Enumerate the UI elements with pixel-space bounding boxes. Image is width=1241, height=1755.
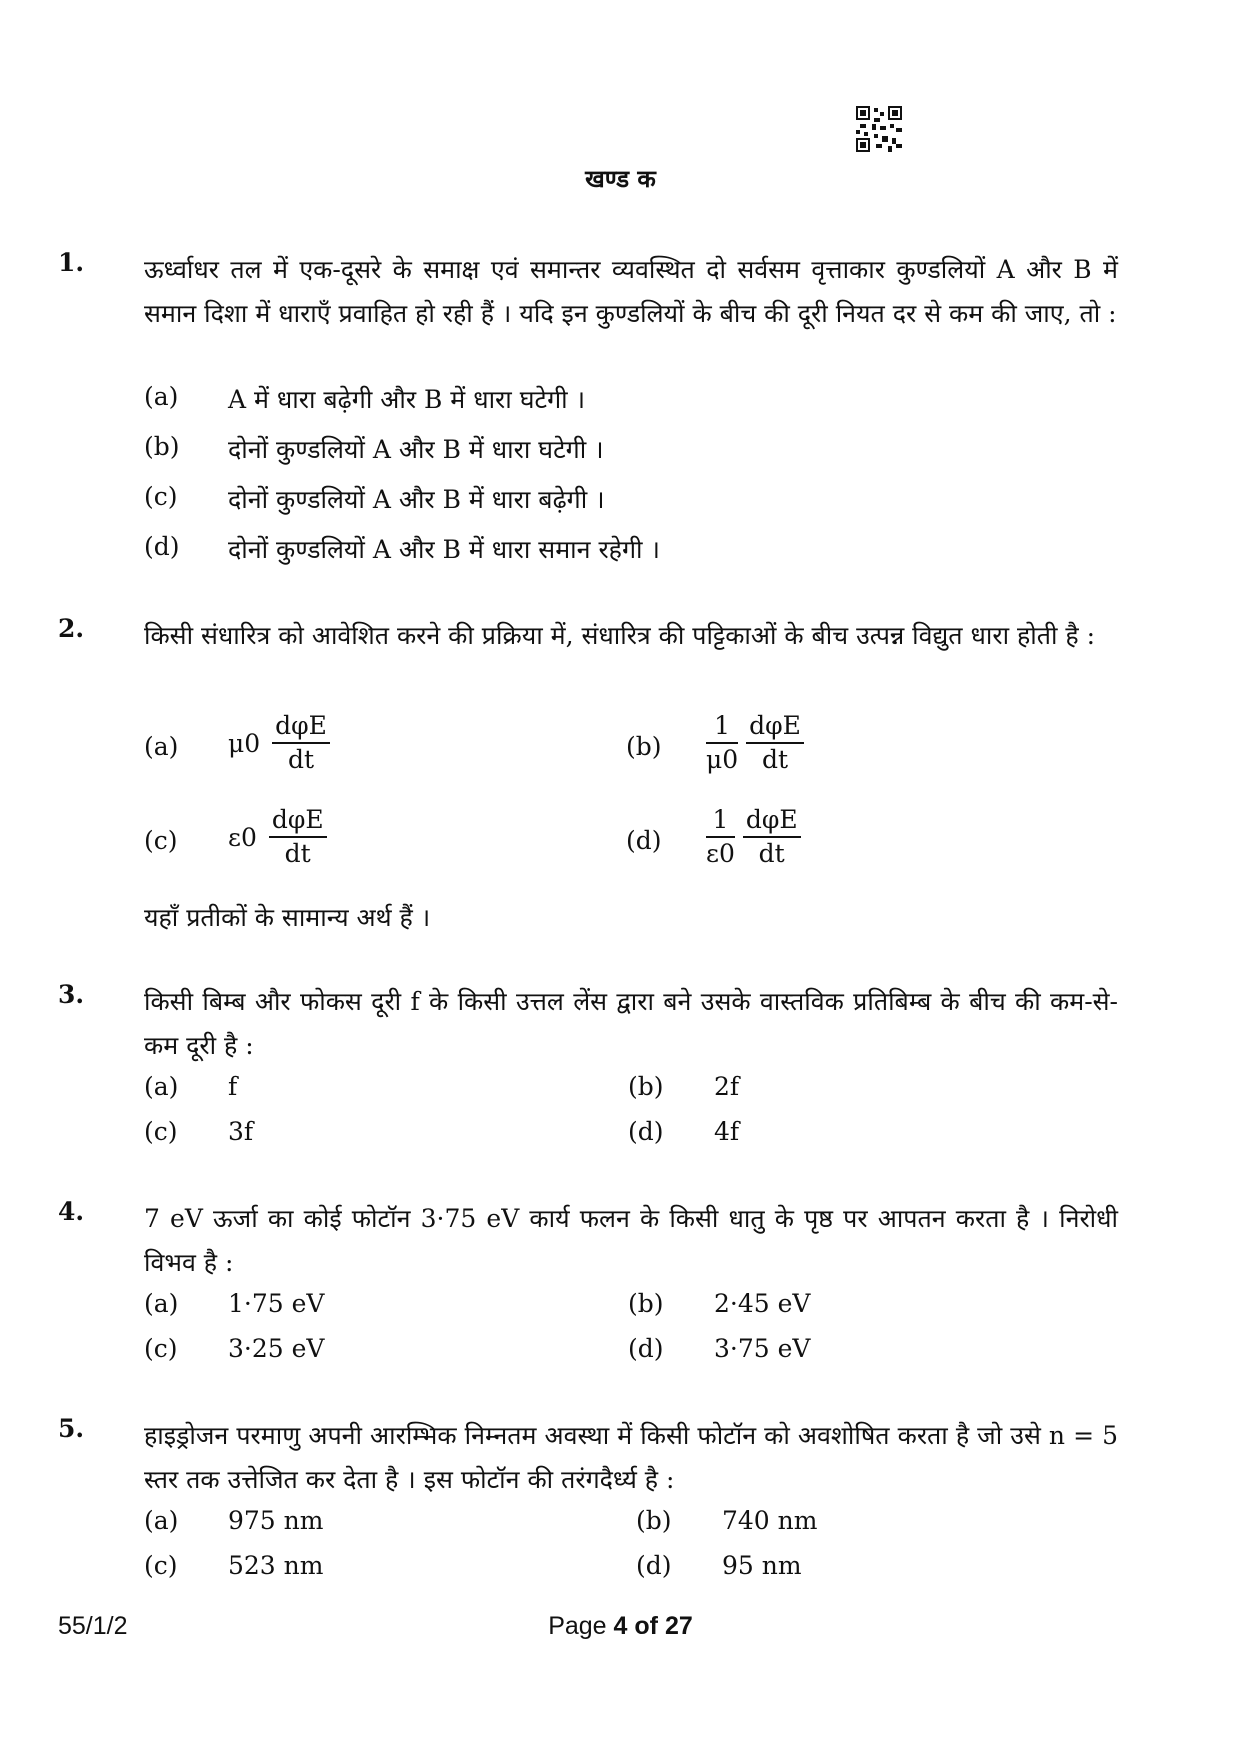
option-label: (d) bbox=[628, 1334, 664, 1363]
option-text: 2f bbox=[714, 1072, 740, 1101]
option-text: 1·75 eV bbox=[228, 1289, 325, 1318]
question-number: 4. bbox=[58, 1197, 85, 1226]
option-label: (a) bbox=[144, 1072, 179, 1101]
fraction-denominator: ε0 bbox=[706, 839, 735, 868]
question-number: 1. bbox=[58, 248, 85, 277]
fraction bbox=[269, 804, 327, 870]
option-label: (b) bbox=[636, 1506, 672, 1535]
option-label: (d) bbox=[636, 1551, 672, 1580]
page-of: of bbox=[634, 1612, 659, 1640]
question-3 bbox=[58, 980, 1118, 1146]
option-label: (d) bbox=[626, 826, 662, 855]
option-text: 2·45 eV bbox=[714, 1289, 811, 1318]
fraction-denominator: dt bbox=[758, 839, 785, 868]
page-total: 27 bbox=[664, 1612, 693, 1640]
option-text: 95 nm bbox=[722, 1551, 802, 1580]
option-label: (a) bbox=[144, 732, 179, 761]
qr-code-icon bbox=[856, 106, 902, 152]
question-text: 7 eV ऊर्जा का कोई फोटॉन 3·75 eV कार्य फलन के किसी धातु के पृष्ठ पर आपतन करता है । निरोधी विभव है : bbox=[144, 1204, 1118, 1277]
question-text: किसी बिम्ब और फोकस दूरी f के किसी उत्तल लेंस द्वारा बने उसके वास्तविक प्रतिबिम्ब के बीच की कम-से-कम दूरी है : bbox=[144, 987, 1118, 1060]
option-label: (c) bbox=[144, 482, 178, 511]
option-text: 3·75 eV bbox=[714, 1334, 811, 1363]
option-formula bbox=[706, 804, 801, 870]
question-number: 3. bbox=[58, 980, 85, 1009]
fraction bbox=[272, 710, 330, 776]
question-number: 5. bbox=[58, 1414, 85, 1443]
fraction bbox=[706, 804, 735, 870]
option-label: (c) bbox=[144, 1551, 178, 1580]
page-prefix: Page bbox=[548, 1612, 607, 1640]
question-4 bbox=[58, 1197, 1118, 1363]
fraction bbox=[746, 710, 804, 776]
fraction-numerator: dφE bbox=[746, 710, 804, 744]
question-text: हाइड्रोजन परमाणु अपनी आरम्भिक निम्नतम अवस्था में किसी फोटॉन को अवशोषित करता है जो उसे n = 5 स्तर तक उत्तेजित कर देता है । इस फोटॉन की तरंगदैर्ध्य है : bbox=[144, 1421, 1118, 1494]
option-label: (b) bbox=[628, 1072, 664, 1101]
fraction-numerator: 1 bbox=[706, 710, 738, 744]
fraction-numerator: dφE bbox=[743, 804, 801, 838]
option-label: (c) bbox=[144, 1334, 178, 1363]
option-label: (a) bbox=[144, 1289, 179, 1318]
option-label: (a) bbox=[144, 382, 179, 411]
fraction bbox=[706, 710, 738, 776]
option-formula bbox=[228, 804, 327, 870]
option-text: 3·25 eV bbox=[228, 1334, 325, 1363]
fraction-numerator: dφE bbox=[269, 804, 327, 838]
fraction-denominator: dt bbox=[284, 839, 311, 868]
question-text: ऊर्ध्वाधर तल में एक-दूसरे के समाक्ष एवं समान्तर व्यवस्थित दो सर्वसम वृत्ताकार कुण्डलियों A और B में समान दिशा में धाराएँ प्रवाहित हो रही हैं । यदि इन कुण्डलियों के बीच की दूरी नियत दर से कम की जाए, तो : bbox=[144, 255, 1118, 328]
page-number bbox=[0, 1612, 1241, 1641]
question-2 bbox=[58, 614, 1118, 868]
question-5 bbox=[58, 1414, 1118, 1580]
option-text: दोनों कुण्डलियों A और B में धारा समान रहेगी । bbox=[228, 535, 660, 564]
option-text: 523 nm bbox=[228, 1551, 324, 1580]
fraction bbox=[743, 804, 801, 870]
fraction-numerator: 1 bbox=[706, 804, 735, 838]
option-label: (b) bbox=[144, 432, 180, 461]
option-label: (b) bbox=[628, 1289, 664, 1318]
option-text: A में धारा बढ़ेगी और B में धारा घटेगी । bbox=[228, 385, 586, 414]
option-text: 4f bbox=[714, 1117, 740, 1146]
option-label: (b) bbox=[626, 732, 662, 761]
option-label: (c) bbox=[144, 1117, 178, 1146]
option-label: (a) bbox=[144, 1506, 179, 1535]
option-text: f bbox=[228, 1072, 238, 1101]
option-text: दोनों कुण्डलियों A और B में धारा बढ़ेगी । bbox=[228, 485, 605, 514]
paper-code: 55/1/2 bbox=[58, 1612, 128, 1640]
fraction-denominator: μ0 bbox=[706, 745, 739, 774]
formula-symbol: μ0 bbox=[228, 728, 261, 758]
question-1 bbox=[58, 248, 1118, 564]
option-text: 740 nm bbox=[722, 1506, 818, 1535]
option-text: 3f bbox=[228, 1117, 254, 1146]
option-text: 975 nm bbox=[228, 1506, 324, 1535]
question-number: 2. bbox=[58, 614, 85, 643]
option-formula bbox=[228, 710, 330, 776]
section-title: खण्ड क bbox=[585, 165, 656, 193]
option-label: (d) bbox=[628, 1117, 664, 1146]
page-current: 4 bbox=[613, 1612, 628, 1640]
fraction-numerator: dφE bbox=[272, 710, 330, 744]
formula-symbol: ε0 bbox=[228, 822, 257, 852]
option-label: (c) bbox=[144, 826, 178, 855]
question-text: किसी संधारित्र को आवेशित करने की प्रक्रिया में, संधारित्र की पट्टिकाओं के बीच उत्पन्न विद्युत धारा होती है : bbox=[144, 621, 1096, 650]
option-formula bbox=[706, 710, 804, 776]
option-text: दोनों कुण्डलियों A और B में धारा घटेगी । bbox=[228, 435, 604, 464]
option-label: (d) bbox=[144, 532, 180, 561]
fraction-denominator: dt bbox=[287, 745, 315, 774]
fraction-denominator: dt bbox=[761, 745, 789, 774]
symbols-note: यहाँ प्रतीकों के सामान्य अर्थ हैं । bbox=[144, 903, 431, 932]
